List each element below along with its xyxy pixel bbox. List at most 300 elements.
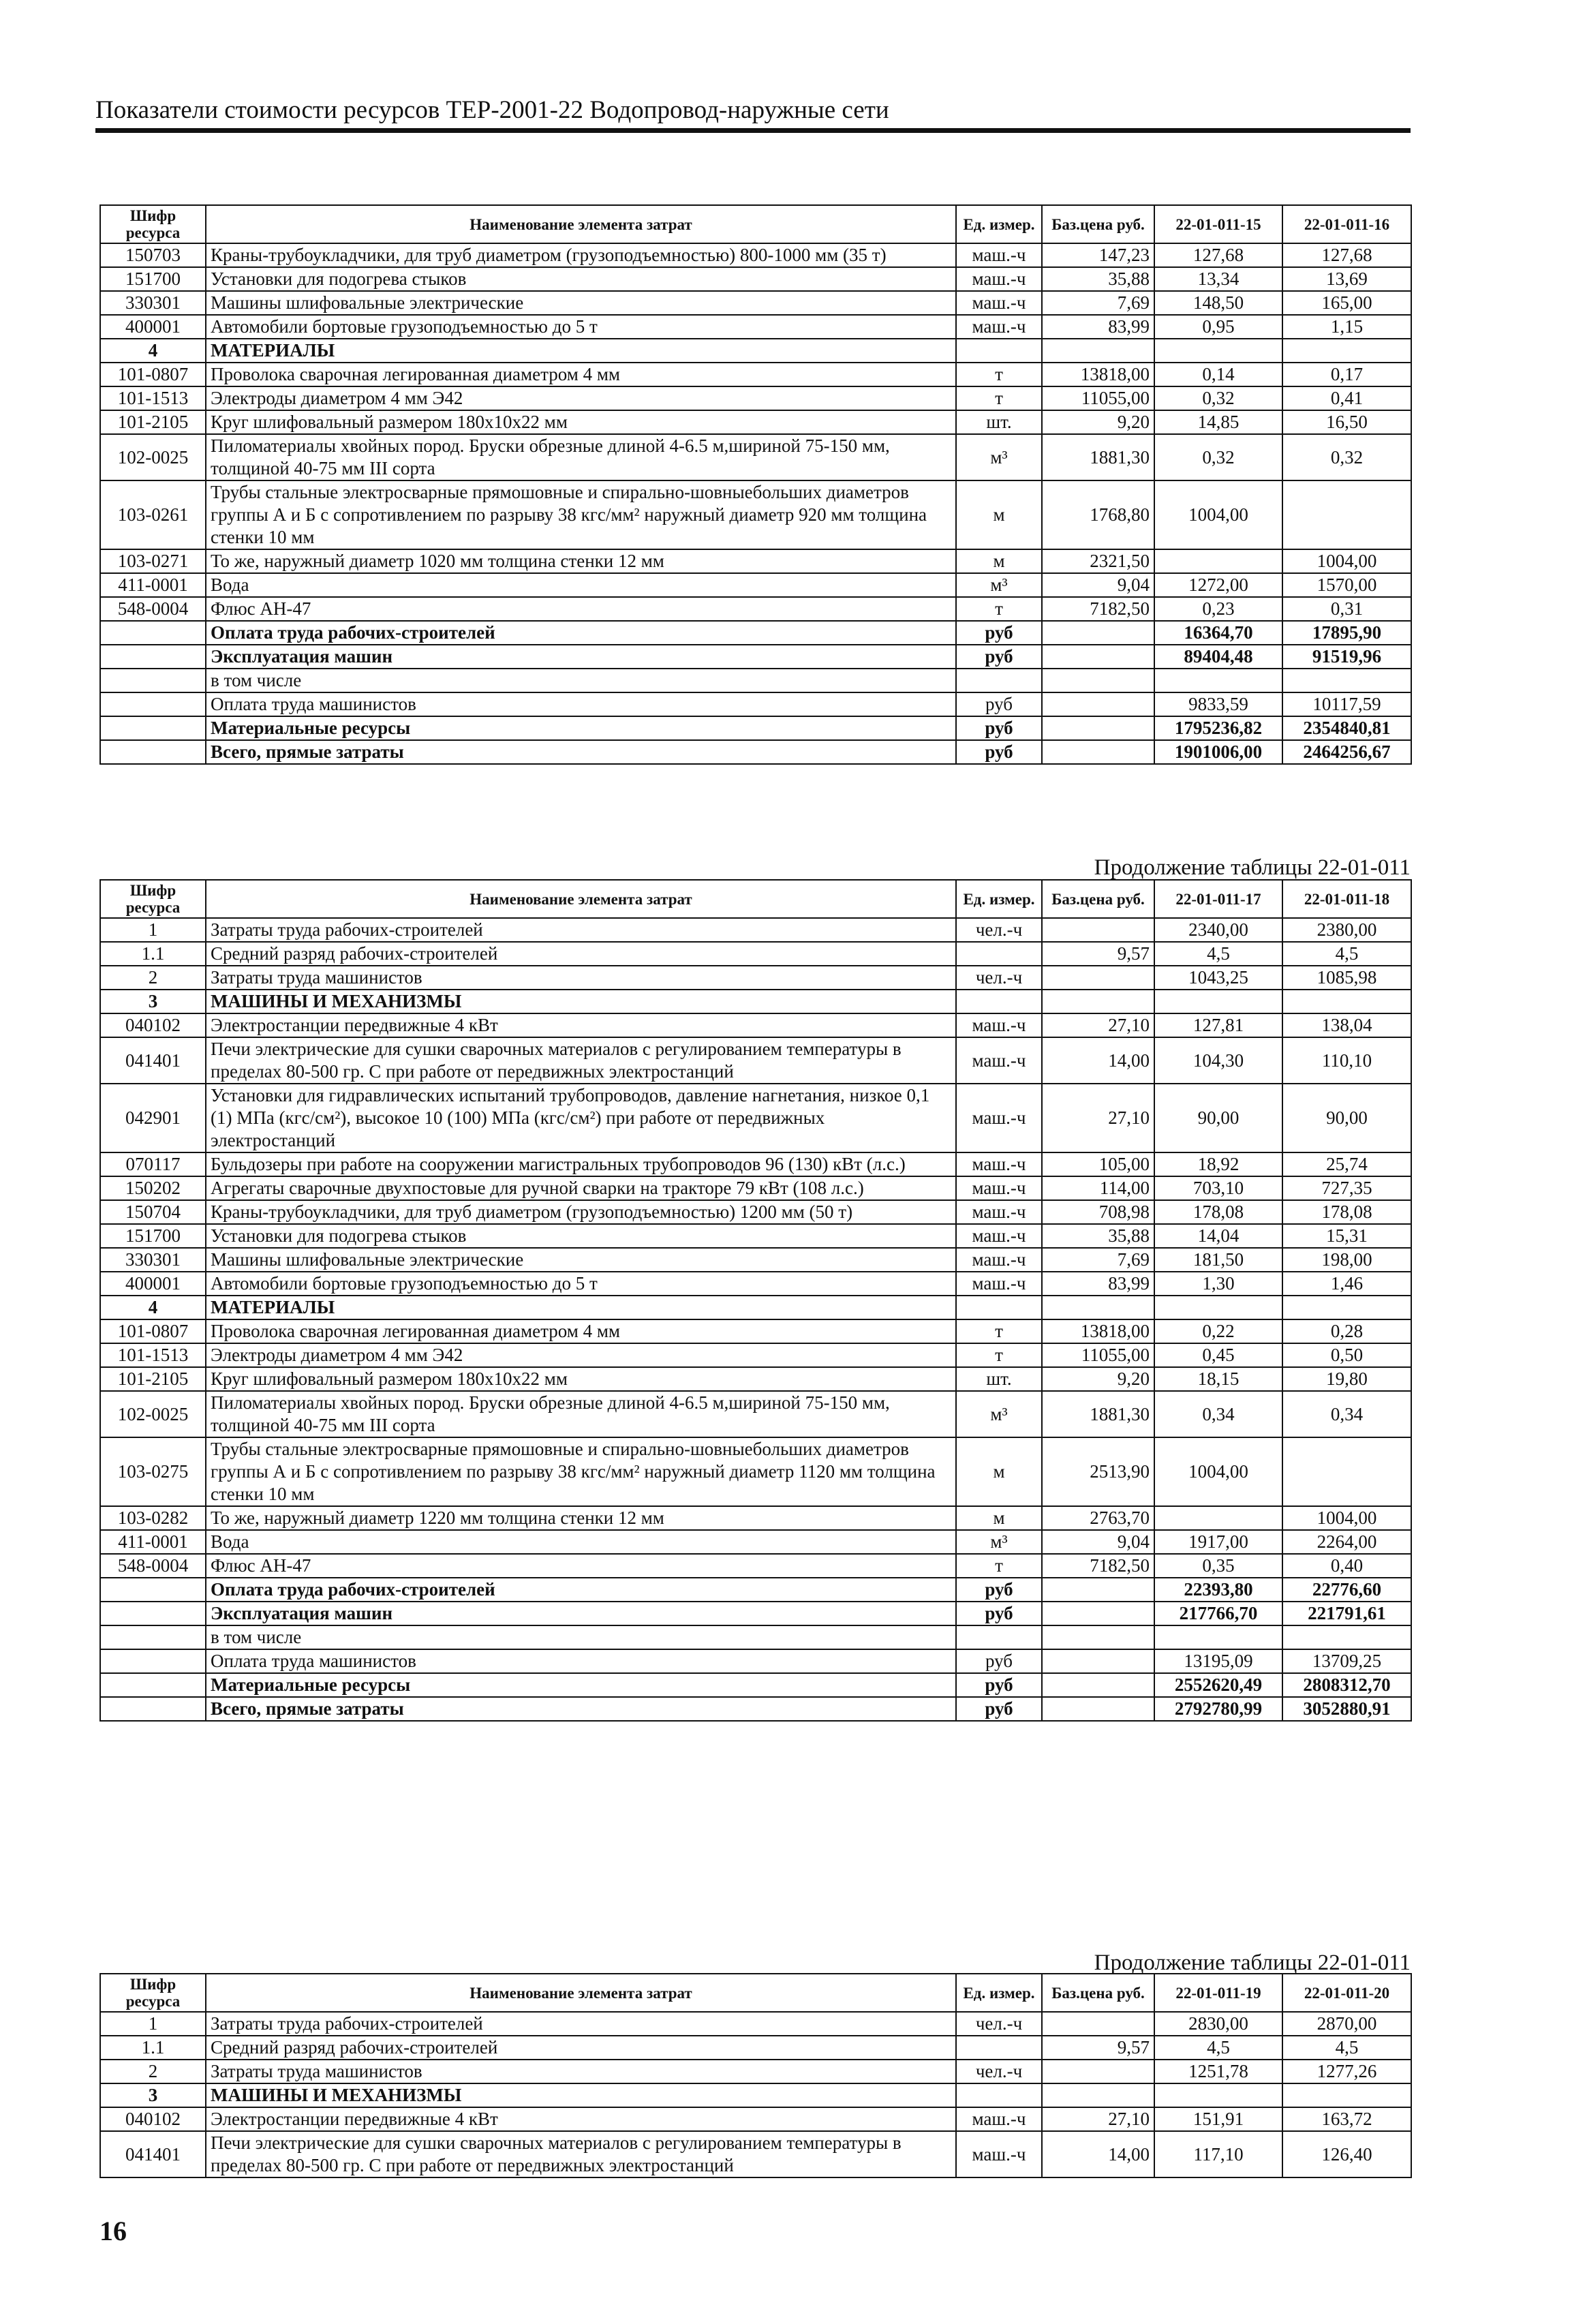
- cell-code: 4: [100, 1296, 206, 1319]
- cell-value-a: 90,00: [1154, 1084, 1282, 1152]
- cell-name: Установки для подогрева стыков: [206, 267, 956, 291]
- table-row: [100, 1248, 1411, 1272]
- cell-value-a: 104,30: [1154, 1037, 1282, 1084]
- cell-price: [1042, 1578, 1154, 1602]
- col-header-unit: Ед. измер.: [956, 1974, 1042, 2012]
- cell-value-b: 13709,25: [1282, 1649, 1411, 1673]
- cell-price: [1042, 1649, 1154, 1673]
- cell-name: Установки для подогрева стыков: [206, 1224, 956, 1248]
- table-row: [100, 339, 1411, 363]
- cell-name: Материальные ресурсы: [206, 716, 956, 740]
- table-row: [100, 942, 1411, 966]
- table-row: [100, 1697, 1411, 1721]
- cell-code: 548-0004: [100, 597, 206, 621]
- cell-value-a: 0,34: [1154, 1391, 1282, 1437]
- cell-code: [100, 716, 206, 740]
- cell-unit: т: [956, 363, 1042, 386]
- cell-value-a: 18,15: [1154, 1367, 1282, 1391]
- table-row: [100, 1506, 1411, 1530]
- cell-code: 400001: [100, 1272, 206, 1296]
- cell-value-a: 151,91: [1154, 2107, 1282, 2131]
- cell-value-a: 2340,00: [1154, 918, 1282, 942]
- cell-value-b: [1282, 339, 1411, 363]
- cell-price: 11055,00: [1042, 386, 1154, 410]
- cell-value-a: 4,5: [1154, 942, 1282, 966]
- table-row: [100, 1176, 1411, 1200]
- cell-price: 9,04: [1042, 573, 1154, 597]
- cell-price: 7,69: [1042, 291, 1154, 315]
- cell-code: 3: [100, 990, 206, 1013]
- cell-unit: руб: [956, 740, 1042, 764]
- cell-value-a: 9833,59: [1154, 692, 1282, 716]
- cell-name: Оплата труда машинистов: [206, 692, 956, 716]
- col-header-code: Шифр ресурса: [100, 880, 206, 918]
- cell-price: [1042, 716, 1154, 740]
- table-row: [100, 573, 1411, 597]
- cell-code: 1.1: [100, 942, 206, 966]
- cell-price: 14,00: [1042, 2131, 1154, 2177]
- cell-value-a: 0,14: [1154, 363, 1282, 386]
- cell-code: 040102: [100, 2107, 206, 2131]
- cell-value-b: 221791,61: [1282, 1602, 1411, 1625]
- cell-value-a: 22393,80: [1154, 1578, 1282, 1602]
- cell-code: [100, 1649, 206, 1673]
- cell-value-a: 178,08: [1154, 1200, 1282, 1224]
- cell-code: [100, 692, 206, 716]
- cell-value-a: 0,32: [1154, 434, 1282, 480]
- cell-price: 9,20: [1042, 410, 1154, 434]
- cell-value-b: 178,08: [1282, 1200, 1411, 1224]
- cell-code: 1.1: [100, 2036, 206, 2060]
- cell-value-b: 127,68: [1282, 243, 1411, 267]
- resource-table-2: [99, 879, 1412, 1722]
- cell-price: [1042, 2012, 1154, 2036]
- continuation-caption: Продолжение таблицы 22-01-011: [1094, 1951, 1411, 1975]
- cell-value-a: 703,10: [1154, 1176, 1282, 1200]
- cell-value-a: [1154, 2083, 1282, 2107]
- cell-name: МАТЕРИАЛЫ: [206, 1296, 956, 1319]
- cell-name: Проволока сварочная легированная диаметром 4 мм: [206, 363, 956, 386]
- table-row: [100, 386, 1411, 410]
- cell-unit: маш.-ч: [956, 1176, 1042, 1200]
- cell-value-b: 0,28: [1282, 1319, 1411, 1343]
- cell-price: [1042, 2083, 1154, 2107]
- cell-value-a: 127,81: [1154, 1013, 1282, 1037]
- cell-value-a: 2792780,99: [1154, 1697, 1282, 1721]
- cell-unit: руб: [956, 1673, 1042, 1697]
- cell-value-b: 13,69: [1282, 267, 1411, 291]
- cell-price: [1042, 1602, 1154, 1625]
- cell-unit: м³: [956, 1391, 1042, 1437]
- cell-price: 1881,30: [1042, 434, 1154, 480]
- cell-name: МАТЕРИАЛЫ: [206, 339, 956, 363]
- cell-name: То же, наружный диаметр 1020 мм толщина стенки 12 мм: [206, 549, 956, 573]
- cell-unit: м: [956, 1506, 1042, 1530]
- cell-price: 7182,50: [1042, 1554, 1154, 1578]
- cell-unit: руб: [956, 1697, 1042, 1721]
- cell-name: Машины шлифовальные электрические: [206, 1248, 956, 1272]
- cell-value-b: 110,10: [1282, 1037, 1411, 1084]
- cell-price: [1042, 621, 1154, 645]
- cell-code: 070117: [100, 1152, 206, 1176]
- cell-price: 83,99: [1042, 315, 1154, 339]
- col-header-code-a: 22-01-011-17: [1154, 880, 1282, 918]
- cell-unit: [956, 990, 1042, 1013]
- cell-value-a: 0,95: [1154, 315, 1282, 339]
- title-rule: [95, 128, 1411, 133]
- cell-value-a: 16364,70: [1154, 621, 1282, 645]
- cell-name: Электростанции передвижные 4 кВт: [206, 1013, 956, 1037]
- cell-price: [1042, 966, 1154, 990]
- table-row: [100, 243, 1411, 267]
- table-row: [100, 621, 1411, 645]
- cell-value-b: 138,04: [1282, 1013, 1411, 1037]
- cell-code: [100, 1602, 206, 1625]
- cell-name: Вода: [206, 573, 956, 597]
- cell-value-a: 1901006,00: [1154, 740, 1282, 764]
- cell-unit: руб: [956, 1649, 1042, 1673]
- table-row: [100, 1296, 1411, 1319]
- cell-code: 101-2105: [100, 1367, 206, 1391]
- table-row: [100, 1343, 1411, 1367]
- cell-price: [1042, 692, 1154, 716]
- cell-name: в том числе: [206, 1625, 956, 1649]
- table-row: [100, 1673, 1411, 1697]
- cell-unit: маш.-ч: [956, 1084, 1042, 1152]
- cell-name: Материальные ресурсы: [206, 1673, 956, 1697]
- cell-code: 150202: [100, 1176, 206, 1200]
- cell-value-b: [1282, 480, 1411, 549]
- cell-value-b: 17895,90: [1282, 621, 1411, 645]
- cell-name: Оплата труда рабочих-строителей: [206, 1578, 956, 1602]
- cell-unit: маш.-ч: [956, 2107, 1042, 2131]
- cell-name: Электростанции передвижные 4 кВт: [206, 2107, 956, 2131]
- cell-code: 041401: [100, 1037, 206, 1084]
- page-number: 16: [99, 2216, 127, 2246]
- cell-unit: м³: [956, 573, 1042, 597]
- cell-value-a: [1154, 990, 1282, 1013]
- cell-unit: маш.-ч: [956, 1224, 1042, 1248]
- cell-value-b: 25,74: [1282, 1152, 1411, 1176]
- cell-value-b: 1004,00: [1282, 1506, 1411, 1530]
- table-row: [100, 2036, 1411, 2060]
- cell-unit: чел.-ч: [956, 918, 1042, 942]
- table-row: [100, 410, 1411, 434]
- cell-unit: чел.-ч: [956, 2012, 1042, 2036]
- cell-value-b: 0,31: [1282, 597, 1411, 621]
- cell-unit: руб: [956, 645, 1042, 669]
- table-row: [100, 1554, 1411, 1578]
- cell-code: [100, 1578, 206, 1602]
- cell-code: 2: [100, 2060, 206, 2083]
- cell-price: [1042, 990, 1154, 1013]
- table-row: [100, 716, 1411, 740]
- cell-price: 83,99: [1042, 1272, 1154, 1296]
- cell-name: Электроды диаметром 4 мм Э42: [206, 386, 956, 410]
- cell-value-b: 4,5: [1282, 2036, 1411, 2060]
- cell-name: в том числе: [206, 669, 956, 692]
- cell-code: 103-0282: [100, 1506, 206, 1530]
- cell-price: [1042, 1296, 1154, 1319]
- table-row: [100, 1224, 1411, 1248]
- cell-code: [100, 1697, 206, 1721]
- cell-name: Эксплуатация машин: [206, 1602, 956, 1625]
- table-row: [100, 1272, 1411, 1296]
- cell-price: [1042, 669, 1154, 692]
- cell-value-a: 1272,00: [1154, 573, 1282, 597]
- cell-name: Всего, прямые затраты: [206, 1697, 956, 1721]
- cell-price: 14,00: [1042, 1037, 1154, 1084]
- cell-value-b: 0,32: [1282, 434, 1411, 480]
- table-row: [100, 1625, 1411, 1649]
- cell-value-a: 18,92: [1154, 1152, 1282, 1176]
- cell-code: 102-0025: [100, 1391, 206, 1437]
- cell-value-a: [1154, 1296, 1282, 1319]
- cell-value-a: 117,10: [1154, 2131, 1282, 2177]
- cell-unit: м: [956, 549, 1042, 573]
- cell-value-b: [1282, 1625, 1411, 1649]
- cell-value-b: 0,17: [1282, 363, 1411, 386]
- cell-value-b: 3052880,91: [1282, 1697, 1411, 1721]
- col-header-code-a: 22-01-011-19: [1154, 1974, 1282, 2012]
- cell-code: 4: [100, 339, 206, 363]
- continuation-caption: Продолжение таблицы 22-01-011: [1094, 855, 1411, 880]
- cell-price: [1042, 645, 1154, 669]
- cell-unit: маш.-ч: [956, 1248, 1042, 1272]
- cell-code: 2: [100, 966, 206, 990]
- cell-unit: руб: [956, 621, 1042, 645]
- table-header-row: [100, 1974, 1411, 2012]
- cell-name: Затраты труда рабочих-строителей: [206, 918, 956, 942]
- table-row: [100, 2131, 1411, 2177]
- cell-price: 27,10: [1042, 2107, 1154, 2131]
- cell-name: Оплата труда рабочих-строителей: [206, 621, 956, 645]
- cell-value-b: 1085,98: [1282, 966, 1411, 990]
- table-row: [100, 1013, 1411, 1037]
- table-row: [100, 1084, 1411, 1152]
- cell-code: 1: [100, 918, 206, 942]
- cell-name: Оплата труда машинистов: [206, 1649, 956, 1673]
- cell-value-b: 16,50: [1282, 410, 1411, 434]
- cell-value-a: [1154, 549, 1282, 573]
- cell-unit: руб: [956, 692, 1042, 716]
- cell-unit: [956, 1625, 1042, 1649]
- cell-value-b: 126,40: [1282, 2131, 1411, 2177]
- cell-value-a: 0,32: [1154, 386, 1282, 410]
- cell-code: 101-0807: [100, 1319, 206, 1343]
- cell-value-b: 2380,00: [1282, 918, 1411, 942]
- cell-code: 3: [100, 2083, 206, 2107]
- cell-price: 27,10: [1042, 1084, 1154, 1152]
- cell-price: 1881,30: [1042, 1391, 1154, 1437]
- cell-value-a: [1154, 1506, 1282, 1530]
- cell-price: 2763,70: [1042, 1506, 1154, 1530]
- table-row: [100, 480, 1411, 549]
- cell-unit: [956, 942, 1042, 966]
- cell-code: 102-0025: [100, 434, 206, 480]
- cell-value-b: 4,5: [1282, 942, 1411, 966]
- cell-code: 041401: [100, 2131, 206, 2177]
- cell-name: Краны-трубоукладчики, для труб диаметром (грузоподъемностью) 1200 мм (50 т): [206, 1200, 956, 1224]
- table-row: [100, 291, 1411, 315]
- cell-code: 040102: [100, 1013, 206, 1037]
- cell-value-b: 15,31: [1282, 1224, 1411, 1248]
- cell-name: Затраты труда машинистов: [206, 2060, 956, 2083]
- cell-unit: [956, 2036, 1042, 2060]
- cell-unit: м: [956, 1437, 1042, 1506]
- col-header-unit: Ед. измер.: [956, 880, 1042, 918]
- cell-value-a: 13195,09: [1154, 1649, 1282, 1673]
- cell-value-b: [1282, 1437, 1411, 1506]
- cell-unit: [956, 669, 1042, 692]
- cell-value-a: 127,68: [1154, 243, 1282, 267]
- table-row: [100, 669, 1411, 692]
- table-row: [100, 1200, 1411, 1224]
- cell-code: 1: [100, 2012, 206, 2036]
- cell-unit: маш.-ч: [956, 1152, 1042, 1176]
- col-header-price: Баз.цена руб.: [1042, 1974, 1154, 2012]
- cell-value-a: 89404,48: [1154, 645, 1282, 669]
- cell-value-a: 2830,00: [1154, 2012, 1282, 2036]
- cell-code: 411-0001: [100, 573, 206, 597]
- table-row: [100, 1437, 1411, 1506]
- cell-code: [100, 669, 206, 692]
- cell-unit: м: [956, 480, 1042, 549]
- table-row: [100, 1319, 1411, 1343]
- cell-unit: маш.-ч: [956, 1013, 1042, 1037]
- cell-name: Автомобили бортовые грузоподъемностью до 5 т: [206, 1272, 956, 1296]
- cell-value-a: 1251,78: [1154, 2060, 1282, 2083]
- cell-name: Средний разряд рабочих-строителей: [206, 942, 956, 966]
- cell-unit: маш.-ч: [956, 1272, 1042, 1296]
- table-row: [100, 597, 1411, 621]
- col-header-code-a: 22-01-011-15: [1154, 205, 1282, 243]
- col-header-name: Наименование элемента затрат: [206, 205, 956, 243]
- cell-unit: маш.-ч: [956, 315, 1042, 339]
- cell-unit: шт.: [956, 410, 1042, 434]
- cell-name: Печи электрические для сушки сварочных материалов с регулированием температуры в пределах 80-500 гр. С при работе от передвижных электростанций: [206, 1037, 956, 1084]
- cell-unit: маш.-ч: [956, 243, 1042, 267]
- cell-price: 105,00: [1042, 1152, 1154, 1176]
- cell-value-a: 14,04: [1154, 1224, 1282, 1248]
- cell-value-a: 1,30: [1154, 1272, 1282, 1296]
- cell-price: 7182,50: [1042, 597, 1154, 621]
- cell-unit: м³: [956, 1530, 1042, 1554]
- col-header-code-b: 22-01-011-20: [1282, 1974, 1411, 2012]
- resource-table-3: [99, 1973, 1412, 2178]
- col-header-price: Баз.цена руб.: [1042, 205, 1154, 243]
- cell-name: Затраты труда машинистов: [206, 966, 956, 990]
- cell-price: 2513,90: [1042, 1437, 1154, 1506]
- cell-unit: т: [956, 597, 1042, 621]
- col-header-name: Наименование элемента затрат: [206, 880, 956, 918]
- cell-value-a: 1795236,82: [1154, 716, 1282, 740]
- cell-code: 101-2105: [100, 410, 206, 434]
- cell-value-b: 2870,00: [1282, 2012, 1411, 2036]
- cell-name: Флюс АН-47: [206, 597, 956, 621]
- cell-value-b: [1282, 2083, 1411, 2107]
- cell-price: [1042, 1697, 1154, 1721]
- table-row: [100, 1391, 1411, 1437]
- cell-value-b: 2808312,70: [1282, 1673, 1411, 1697]
- cell-value-b: 1277,26: [1282, 2060, 1411, 2083]
- cell-value-b: 2464256,67: [1282, 740, 1411, 764]
- page-title: Показатели стоимости ресурсов ТЕР-2001-22 Водопровод-наружные сети: [95, 96, 889, 124]
- cell-price: 13818,00: [1042, 1319, 1154, 1343]
- cell-value-a: [1154, 339, 1282, 363]
- cell-value-b: 22776,60: [1282, 1578, 1411, 1602]
- cell-name: Трубы стальные электросварные прямошовные и спирально-шовныебольших диаметров группы А и Б с сопротивлением по разрыву 38 кгс/мм² наружный диаметр 1120 мм толщина стенки 10 мм: [206, 1437, 956, 1506]
- cell-code: 151700: [100, 267, 206, 291]
- table-row: [100, 434, 1411, 480]
- cell-value-b: 0,50: [1282, 1343, 1411, 1367]
- cell-price: 114,00: [1042, 1176, 1154, 1200]
- cell-code: 103-0261: [100, 480, 206, 549]
- cell-value-b: 0,34: [1282, 1391, 1411, 1437]
- cell-code: 150703: [100, 243, 206, 267]
- cell-code: [100, 1673, 206, 1697]
- cell-value-a: 181,50: [1154, 1248, 1282, 1272]
- cell-unit: [956, 339, 1042, 363]
- cell-unit: т: [956, 1554, 1042, 1578]
- cell-code: 103-0271: [100, 549, 206, 573]
- cell-price: [1042, 740, 1154, 764]
- cell-value-a: 0,23: [1154, 597, 1282, 621]
- cell-value-b: 2354840,81: [1282, 716, 1411, 740]
- cell-price: [1042, 339, 1154, 363]
- cell-code: 150704: [100, 1200, 206, 1224]
- table-row: [100, 363, 1411, 386]
- cell-name: Флюс АН-47: [206, 1554, 956, 1578]
- cell-name: Пиломатериалы хвойных пород. Бруски обрезные длиной 4-6.5 м,шириной 75-150 мм, толщиной 40-75 мм III сорта: [206, 434, 956, 480]
- cell-unit: [956, 2083, 1042, 2107]
- cell-unit: т: [956, 1319, 1042, 1343]
- table-row: [100, 315, 1411, 339]
- table-row: [100, 918, 1411, 942]
- cell-value-b: 10117,59: [1282, 692, 1411, 716]
- col-header-code: Шифр ресурса: [100, 1974, 206, 2012]
- cell-name: Средний разряд рабочих-строителей: [206, 2036, 956, 2060]
- table-row: [100, 990, 1411, 1013]
- cell-price: 35,88: [1042, 267, 1154, 291]
- cell-price: 11055,00: [1042, 1343, 1154, 1367]
- table-row: [100, 1578, 1411, 1602]
- cell-code: 101-0807: [100, 363, 206, 386]
- cell-name: Автомобили бортовые грузоподъемностью до 5 т: [206, 315, 956, 339]
- cell-value-a: 2552620,49: [1154, 1673, 1282, 1697]
- cell-unit: м³: [956, 434, 1042, 480]
- cell-name: Краны-трубоукладчики, для труб диаметром (грузоподъемностью) 800-1000 мм (35 т): [206, 243, 956, 267]
- col-header-unit: Ед. измер.: [956, 205, 1042, 243]
- cell-name: Установки для гидравлических испытаний трубопроводов, давление нагнетания, низкое 0,1 (1) МПа (кгс/см²), высокое 10 (100) МПа (кгс/см²) при работе от передвижных электростанций: [206, 1084, 956, 1152]
- cell-unit: маш.-ч: [956, 291, 1042, 315]
- cell-unit: руб: [956, 716, 1042, 740]
- cell-code: [100, 645, 206, 669]
- cell-value-b: 165,00: [1282, 291, 1411, 315]
- cell-unit: т: [956, 1343, 1042, 1367]
- cell-name: Эксплуатация машин: [206, 645, 956, 669]
- cell-value-a: 0,22: [1154, 1319, 1282, 1343]
- cell-name: Трубы стальные электросварные прямошовные и спирально-шовныебольших диаметров группы А и Б с сопротивлением по разрыву 38 кгс/мм² наружный диаметр 920 мм толщина стенки 10 мм: [206, 480, 956, 549]
- cell-name: Электроды диаметром 4 мм Э42: [206, 1343, 956, 1367]
- cell-code: 042901: [100, 1084, 206, 1152]
- cell-value-b: 198,00: [1282, 1248, 1411, 1272]
- cell-unit: маш.-ч: [956, 1037, 1042, 1084]
- table-row: [100, 2060, 1411, 2083]
- cell-value-b: 1570,00: [1282, 573, 1411, 597]
- cell-code: [100, 621, 206, 645]
- col-header-code: Шифр ресурса: [100, 205, 206, 243]
